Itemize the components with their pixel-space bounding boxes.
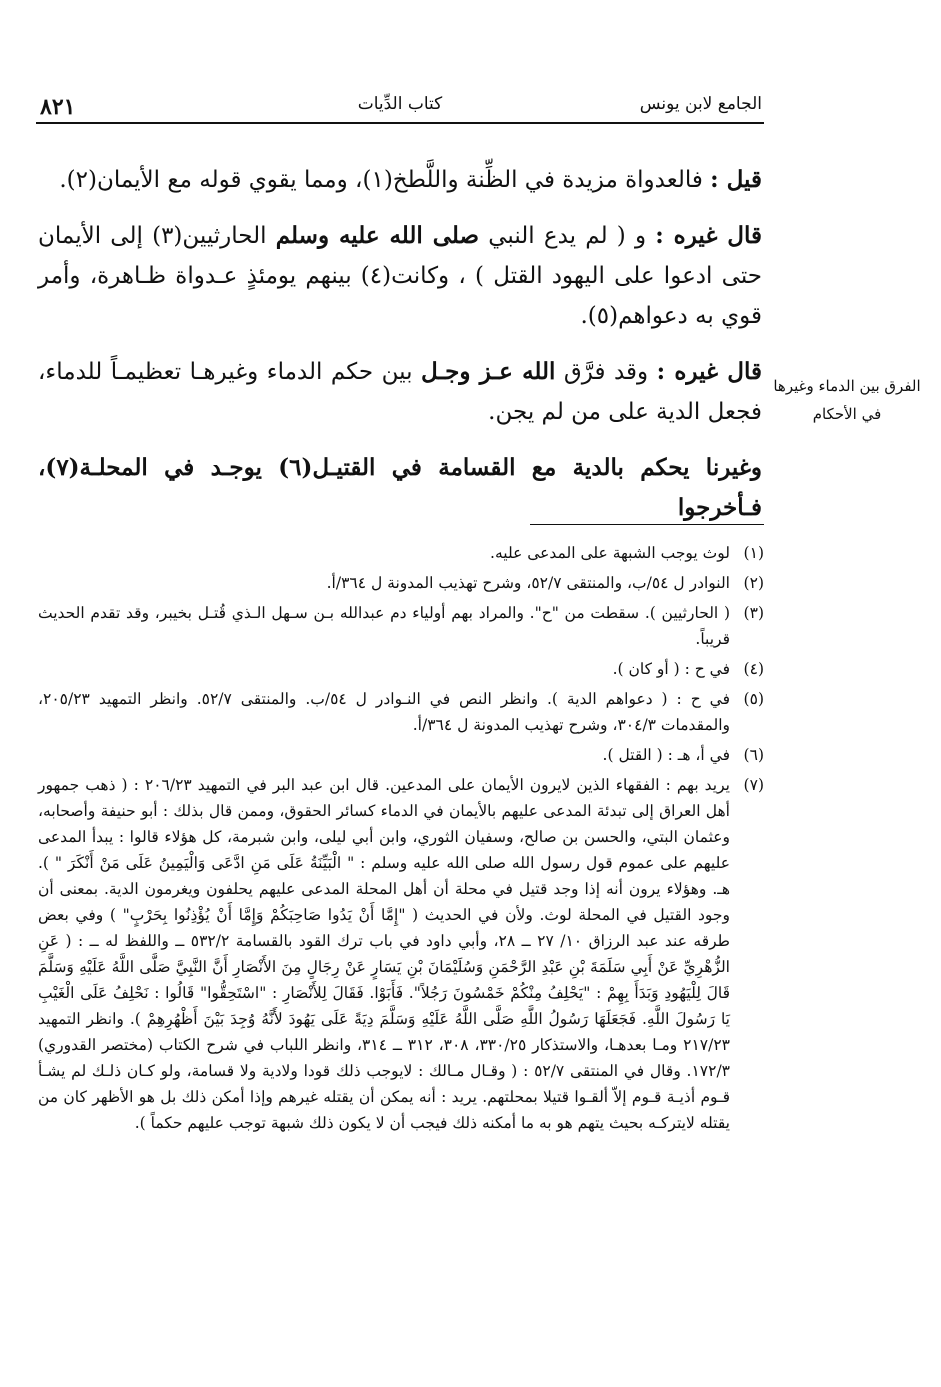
footnote [38, 656, 764, 682]
footnote [38, 742, 764, 768]
footnote-number: (٧) [743, 776, 764, 794]
footnote-number: (١) [743, 544, 764, 562]
paragraph-3 [38, 352, 762, 432]
page-number: ٨٢١ [40, 94, 76, 120]
paragraph-1 [38, 160, 762, 200]
footnote-number: (٢) [743, 574, 764, 592]
footnote-text: في ح : ( دعواهم الدية ). وانظر النص في النـوادر ل ٥٤/ب. والمنتقى ٥٢/٧. وانظر التمهيد ٢٠٥/٢٣، والمقدمات ٣٠٤/٣، وشرح تهذيب المدونة ل ٣٦٤/أ. [38, 690, 730, 734]
footnote-number: (٣) [743, 604, 764, 622]
paragraph-2-honorific: صلى الله عليه وسلم [275, 222, 480, 249]
paragraph-1-text: فالعدواة مزيدة في الظِّنة واللَّطخ(١)، ومما يقوي قوله مع الأيمان(٢). [59, 167, 711, 193]
paragraph-4 [38, 448, 762, 528]
footnote-text: ( الحارثيين ). سقطت من "ح". والمراد بهم أولياء دم عبدالله بـن سـهل الـذي قُتـل بخيبر، وقد تقدم الحديث قريباً. [38, 604, 730, 648]
running-header [36, 88, 764, 124]
footnote-text: النوادر ل ٥٤/ب، والمنتقى ٥٢/٧، وشرح تهذيب المدونة ل ٣٦٤/أ. [326, 574, 730, 592]
paragraph-3-divine-name: الله عـز وجـل [421, 358, 556, 385]
footnote-text: يريد بهم : الفقهاء الذين لايرون الأيمان على المدعين. قال ابن عبد البر في التمهيد ٢٠٦/٢٣ : ( ذهب جمهور أهل العراق إلى تبدئة المدعى عليهم بالأيمان في الدماء كسائر الحقوق، وممن قال بذلك : أبو حنيفة وأصحابه، وعثمان البتي، والحسن بن صالح، وسفيان الثوري، وابن أبي ليلى، وابن شبرمة، كل هؤلاء قالوا : يبدأ المدعى عليهم على عموم قول رسول الله صلى الله عليه وسلم : " الْبَيِّنَةُ عَلَى مَنِ ادَّعَى وَالْيَمِينُ عَلَى مَنْ أَنْكَرَ " ). هـ. وهؤلاء يرون أنه إذا وجد قتيل في محلة أن أهل المحلة المدعى عليهم يحلفون ويغرمون الدية. بمعنى أن وجود القتيل في المحلة لوث. ولأن في الحديث ( "إِمَّا أَنْ يَدُوا صَاحِبَكُمْ وَإِمَّا أَنْ يُؤْذِنُوا بِحَرْبٍ" ) وفي بعض طرقه عند عبد الرزاق ١٠/ ٢٧ ــ ٢٨، وأبي داود في باب ترك القود بالقسامة ٥٣٢/٢ ــ واللفظ له ــ : ( عَنِ الزُّهْرِيِّ عَنْ أَبِي سَلَمَةَ بْنِ عَبْدِ الرَّحْمَنِ وَسُلَيْمَانَ بْنِ يَسَارٍ عَنْ رِجَالٍ مِنَ الأَنْصَارِ أَنَّ النَّبِيَّ صَلَّى اللَّهُ عَلَيْهِ وَسَلَّمَ قَالَ لِلْيَهُودِ وَبَدَأَ بِهِمْ : "يَحْلِفُ مِنْكُمْ خَمْسُونَ رَجُلاً". فَأَبَوْا. فَقَالَ لِلأَنْصَارِ : "اسْتَحِقُّوا" قَالُوا : نَحْلِفُ عَلَى الْغَيْبِ يَا رَسُولَ اللَّهِ. فَجَعَلَهَا رَسُولُ اللَّهِ صَلَّى اللَّهُ عَلَيْهِ وَسَلَّمَ دِيَةً عَلَى يَهُودَ لأَنَّهُ وُجِدَ بَيْنَ أَظْهُرِهِمْ ). وانظر التمهيد ٢١٧/٢٣ ومـا بعدهـا، والاستذكار ٣٣٠/٢٥، ٣٠٨، ٣١٢ ــ ٣١٤، وانظر اللباب في شرح الكتاب (مختصر القدوري) ١٧٢/٣. وقال في المنتقى ٥٢/٧ : ( وقـال مـالك : لايوجب ذلك قودا ولادية ولا قسامة، ولو كـان ذلـك لم يشـأ قـوم أذيـة قـوم إلاّ ألقـوا قتيلا بمحلتهم. يريد : أنه يمكن أن يقتله غيرهم وإذا أمكن ذلك بل هو الأظهر كان من يقتله لايتركـه بحيث يتهم هو به ما أمكنه ذلك فيجب أن لا يكون ذلك شبهة توجب عليهم حكماً ). [38, 776, 731, 1132]
footnote-text: في ح : ( أو كان ). [612, 660, 730, 678]
paragraph-3-text-a: وقد فرَّق [555, 359, 657, 385]
footnote [38, 540, 764, 566]
footnotes [38, 540, 764, 1140]
paragraph-2-text-b: الحارثيين(٣) إلى الأيمان حتى ادعوا على اليهود القتل ) ، وكانت(٤) بينهم يومئذٍ عـدواة ظـاهرة، وأمر قوي به دعواهم(٥). [38, 223, 762, 329]
paragraph-2-lead: قال غيره : [655, 222, 762, 249]
footnote [38, 600, 764, 652]
margin-note: الفرق بين الدماء وغيرها في الأحكام [773, 377, 921, 423]
footnote [38, 686, 764, 738]
footnote-text: في أ، هـ : ( القتل ). [602, 746, 730, 764]
footnote-number: (٦) [743, 746, 764, 764]
footnote-divider [530, 524, 764, 525]
footnote [38, 570, 764, 596]
footnote-text: لوث يوجب الشبهة على المدعى عليه. [490, 544, 730, 562]
paragraph-3-lead: قال غيره : [656, 358, 763, 385]
footnote-number: (٥) [743, 690, 764, 708]
paragraph-3-text-b: بين حكم الدماء وغيرهـا تعظيمـاً للدماء، فجعل الدية على من لم يجن. [38, 359, 762, 425]
paragraph-2 [38, 216, 762, 336]
footnote [38, 772, 764, 1136]
footnote-number: (٤) [743, 660, 764, 678]
paragraph-1-lead: قيل : [710, 166, 762, 193]
main-text [38, 160, 762, 544]
header-book-title: الجامع لابن يونس [639, 94, 762, 114]
paragraph-4-text: وغيرنا يحكم بالدية مع القسامة في القتيـل(٦) يوجـد في المحلـة(٧)، فـأخرجوا [38, 454, 762, 521]
header-chapter-title: كتاب الدِّيات [357, 94, 443, 114]
paragraph-2-text-a: و ( لم يدع النبي [479, 223, 656, 249]
